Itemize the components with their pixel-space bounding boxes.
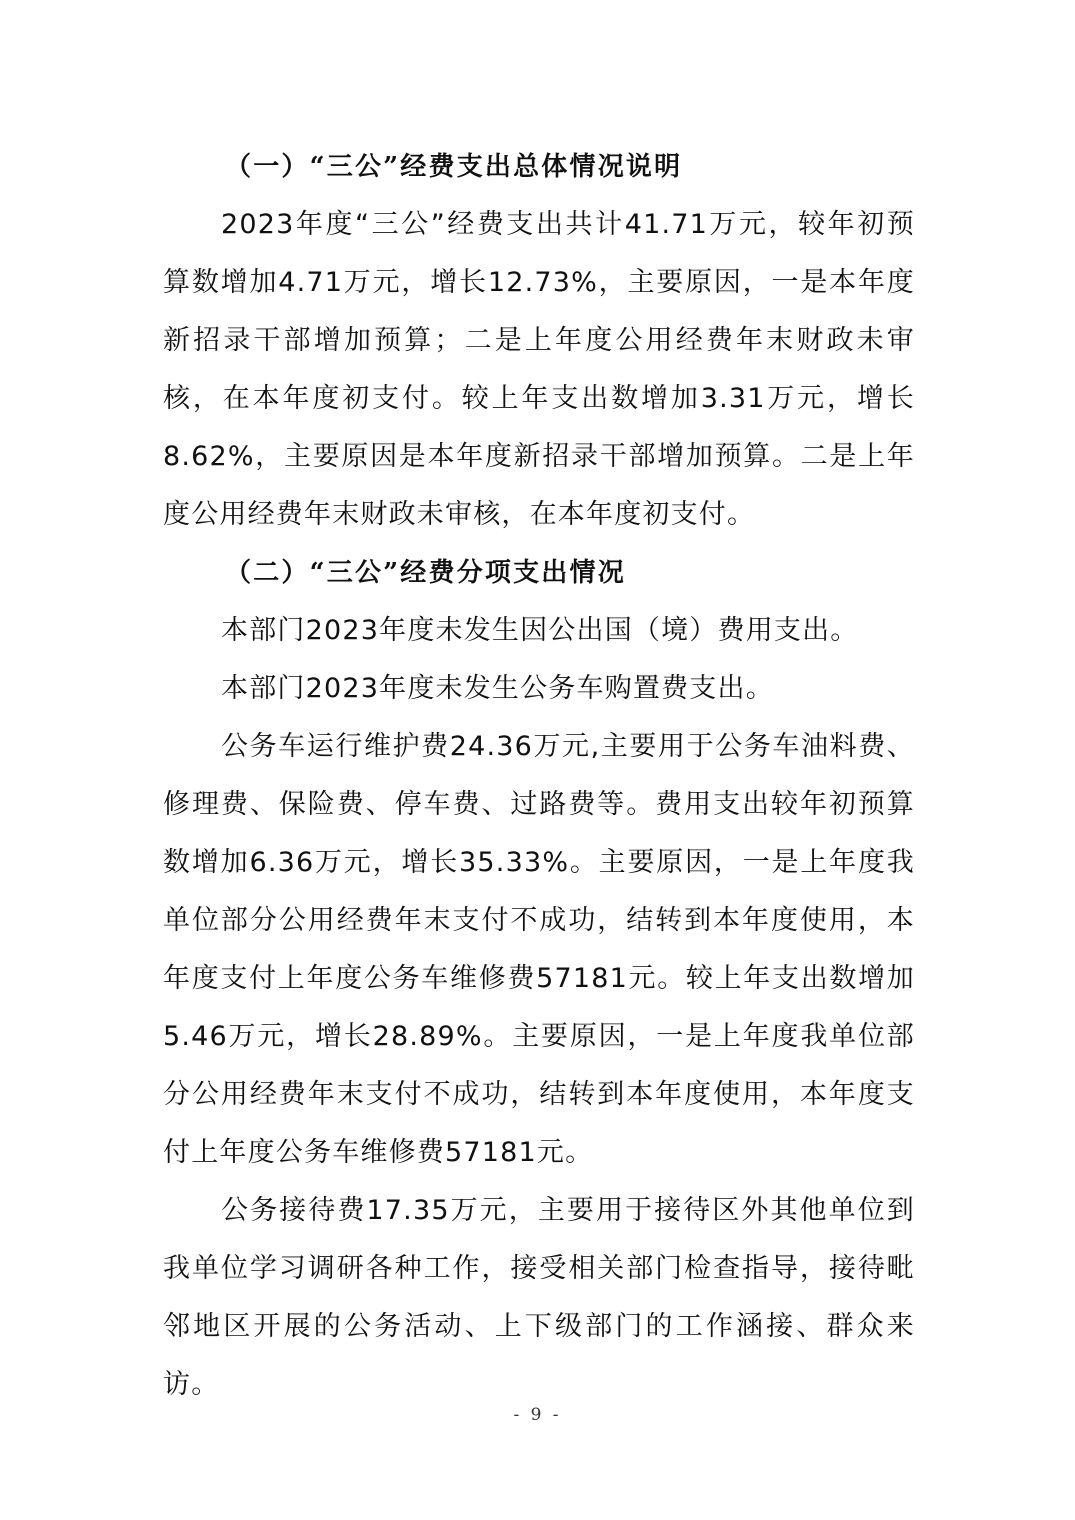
paragraph-official-reception: 公务接待费17.35万元，主要用于接待区外其他单位到我单位学习调研各种工作，接受相关部门检查指导，接待毗邻地区开展的公务活动、上下级部门的工作涵接、群众来访。 bbox=[163, 1195, 915, 1400]
document-body bbox=[163, 138, 915, 1414]
page-number: - 9 - bbox=[513, 1405, 562, 1425]
paragraph-overall-expenditure: 2023年度“三公”经费支出共计41.71万元，较年初预算数增加4.71万元，增长12.73%，主要原因，一是本年度新招录干部增加预算；二是上年度公用经费年末财政未审核，在本年度初支付。较上年支出数增加3.31万元，增长8.62%，主要原因是本年度新招录干部增加预算。二是上年度公用经费年末财政未审核，在本年度初支付。 bbox=[163, 209, 915, 530]
paragraph-vehicle-maintenance: 公务车运行维护费24.36万元,主要用于公务车油料费、修理费、保险费、停车费、过路费等。费用支出较年初预算数增加6.36万元，增长35.33%。主要原因，一是上年度我单位部分公用经费年末支付不成功，结转到本年度使用，本年度支付上年度公务车维修费57181元。较上年支出数增加5.46万元，增长28.89%。主要原因，一是上年度我单位部分公用经费年末支付不成功，结转到本年度使用，本年度支付上年度公务车维修费57181元。 bbox=[163, 731, 915, 1168]
section-heading-overall: （一）“三公”经费支出总体情况说明 bbox=[225, 152, 683, 182]
section-heading-itemized: （二）“三公”经费分项支出情况 bbox=[225, 558, 626, 588]
paragraph-overseas-travel: 本部门2023年度未发生因公出国（境）费用支出。 bbox=[221, 615, 859, 646]
paragraph-vehicle-purchase: 本部门2023年度未发生公务车购置费支出。 bbox=[221, 673, 774, 704]
